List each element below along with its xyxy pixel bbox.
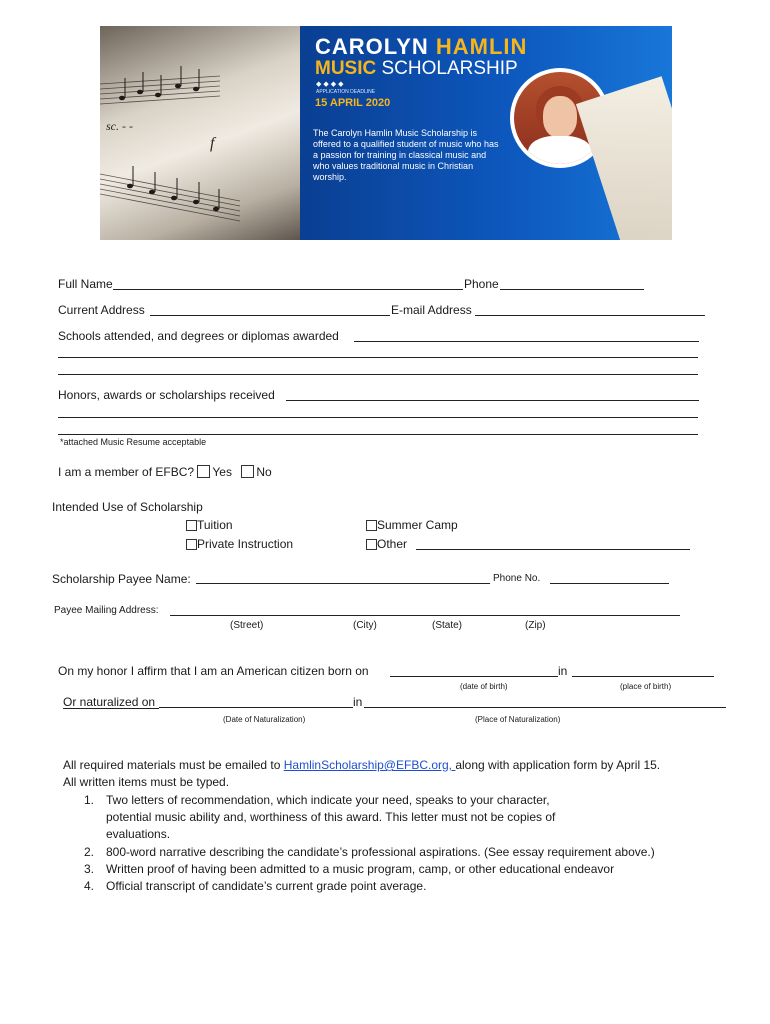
list-item-line: Written proof of having been admitted to a music program, camp, or other educational endeavor	[106, 862, 615, 876]
instructions-intro	[63, 758, 660, 772]
summer-camp-checkbox[interactable]	[366, 520, 377, 531]
intro-before: All required materials must be emailed to	[63, 758, 284, 772]
email-address-line[interactable]	[475, 315, 705, 316]
sheet-music-illustration	[100, 26, 300, 240]
naturalization-date-line[interactable]	[159, 707, 353, 708]
payee-phone-line[interactable]	[550, 583, 669, 584]
naturalized-in-label: in	[353, 695, 363, 709]
list-item-line: Official transcript of candidate’s current grade point average.	[106, 879, 427, 893]
street-caption: (Street)	[230, 620, 264, 631]
summer-camp-option[interactable]	[366, 518, 458, 532]
title-first: CAROLYN	[315, 34, 436, 59]
date-of-naturalization-caption: (Date of Naturalization)	[223, 715, 306, 724]
list-item-number: 1.	[84, 793, 95, 807]
honors-label: Honors, awards or scholarships received	[58, 388, 275, 402]
state-caption: (State)	[432, 620, 463, 631]
phone-label: Phone	[464, 277, 499, 291]
requirements-list	[84, 793, 724, 896]
schools-line-3[interactable]	[58, 374, 698, 375]
date-of-birth-caption: (date of birth)	[460, 682, 508, 691]
schools-line-1[interactable]	[354, 341, 699, 342]
honors-line-2[interactable]	[58, 417, 698, 418]
phone-line[interactable]	[500, 289, 644, 290]
schools-line-2[interactable]	[58, 357, 698, 358]
list-item-number: 2.	[84, 845, 95, 859]
citizen-affirm-label: On my honor I affirm that I am an American citizen born on	[58, 664, 369, 678]
banner-dots: ◆◆◆◆	[316, 81, 346, 88]
place-of-naturalization-caption: (Place of Naturalization)	[475, 715, 561, 724]
honors-line-1[interactable]	[286, 400, 699, 401]
city-caption: (City)	[353, 620, 377, 631]
payee-name-line[interactable]	[196, 583, 490, 584]
tuition-label: Tuition	[197, 518, 233, 532]
naturalized-label-underline	[63, 708, 159, 709]
sheet-music-image	[100, 26, 300, 240]
typed-requirement: All written items must be typed.	[63, 775, 230, 789]
tuition-option[interactable]	[186, 518, 233, 532]
subtitle-music: MUSIC	[315, 58, 377, 79]
banner-small-caption: APPLICATION DEADLINE	[316, 89, 376, 95]
title-last: HAMLIN	[435, 34, 528, 59]
private-instruction-label: Private Instruction	[197, 537, 294, 551]
list-item-line: evaluations.	[106, 827, 171, 841]
current-address-line[interactable]	[150, 315, 390, 316]
summer-camp-label: Summer Camp	[377, 518, 458, 532]
resume-note: *attached Music Resume acceptable	[60, 437, 207, 447]
banner-info-panel	[300, 26, 672, 240]
scholarship-banner	[100, 26, 672, 240]
birth-place-line[interactable]	[572, 676, 714, 677]
membership-question-text: I am a member of EFBC?	[58, 465, 195, 479]
other-label: Other	[377, 537, 408, 551]
yes-label: Yes	[212, 465, 232, 479]
payee-mailing-label: Payee Mailing Address:	[54, 605, 159, 616]
birth-date-line[interactable]	[390, 676, 558, 677]
private-instruction-checkbox[interactable]	[186, 539, 197, 550]
yes-checkbox[interactable]	[197, 465, 210, 478]
svg-text:f: f	[210, 135, 215, 152]
list-item	[84, 879, 724, 896]
email-link[interactable]: HamlinScholarship@EFBC.org,	[283, 758, 456, 772]
list-item-line: potential music ability and, worthiness of this award. This letter must not be copies of	[106, 810, 556, 824]
list-item	[84, 862, 724, 879]
list-item-line: Two letters of recommendation, which indicate your need, speaks to your character,	[106, 793, 550, 807]
other-line[interactable]	[416, 549, 690, 550]
membership-question	[58, 465, 272, 479]
private-instruction-option[interactable]	[186, 537, 293, 551]
banner-description: The Carolyn Hamlin Music Scholarship is offered to a qualified student of music who has a passion for training in classical music and who values traditional music in Christian worship.	[313, 128, 499, 182]
zip-caption: (Zip)	[525, 620, 546, 631]
email-address-label: E-mail Address	[391, 303, 472, 317]
payee-phone-label: Phone No.	[493, 573, 541, 584]
list-item-line: 800-word narrative describing the candidate’s professional aspirations. (See essay requirement above.)	[106, 845, 655, 859]
intended-use-heading: Intended Use of Scholarship	[52, 500, 203, 514]
svg-text:sc. - -: sc. - -	[106, 119, 133, 133]
list-item-number: 4.	[84, 879, 95, 893]
list-item	[84, 845, 724, 862]
no-label: No	[256, 465, 272, 479]
tuition-checkbox[interactable]	[186, 520, 197, 531]
naturalized-label: Or naturalized on	[63, 695, 156, 709]
payee-mailing-line[interactable]	[170, 615, 680, 616]
schools-label: Schools attended, and degrees or diplomas awarded	[58, 329, 339, 343]
list-item	[84, 793, 724, 845]
other-option[interactable]	[366, 537, 407, 551]
other-checkbox[interactable]	[366, 539, 377, 550]
subtitle-rest: SCHOLARSHIP	[376, 58, 518, 79]
deadline-date: 15 APRIL 2020	[315, 97, 391, 109]
payee-name-label: Scholarship Payee Name:	[52, 572, 191, 586]
list-item-number: 3.	[84, 862, 95, 876]
honors-line-3[interactable]	[58, 434, 698, 435]
intro-after: along with application form by April 15.	[455, 758, 661, 772]
current-address-label: Current Address	[58, 303, 145, 317]
birth-in-label: in	[558, 664, 568, 678]
no-checkbox[interactable]	[241, 465, 254, 478]
place-of-birth-caption: (place of birth)	[620, 682, 672, 691]
naturalization-place-line[interactable]	[364, 707, 726, 708]
full-name-line[interactable]	[113, 289, 463, 290]
full-name-label: Full Name	[58, 277, 113, 291]
